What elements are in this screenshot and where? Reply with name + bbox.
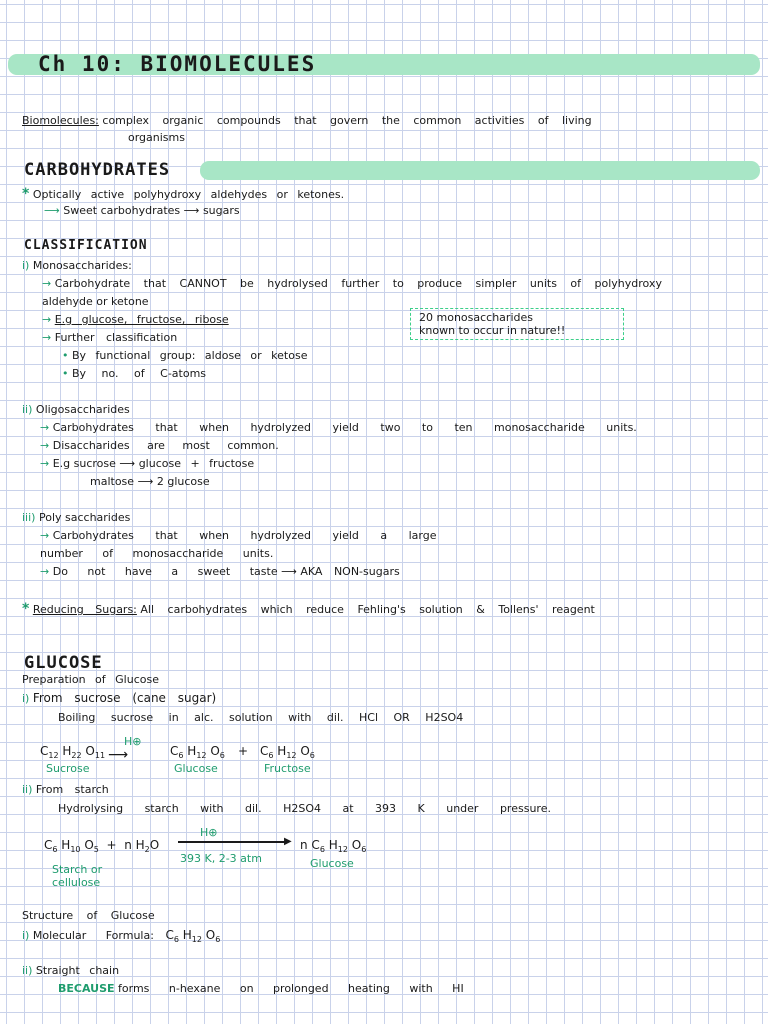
arrow-right-icon: ⟶: [183, 204, 200, 217]
mono-l3: E.g glucose, fructose, ribose: [54, 313, 229, 326]
oligo-line-4: [90, 475, 210, 488]
label-glucose: Glucose: [174, 762, 218, 775]
starch-product-formula: n $C_6$ $H_{12}$ $O_6$: [300, 838, 367, 854]
mono-line-5: [62, 349, 307, 362]
starch-title-line: [22, 783, 109, 796]
oligo-line-1: [40, 421, 637, 434]
poly-title: Poly saccharides: [38, 511, 131, 524]
mono-title: Monosaccharides:: [32, 259, 132, 272]
structure-mf-line: [22, 928, 220, 944]
arrow-right-icon: ⟶: [137, 475, 154, 488]
mono-line-4: [42, 331, 177, 344]
mono-title-line: [22, 259, 132, 272]
structure-heading: Structure of Glucose: [22, 909, 155, 922]
reducing-line: [22, 601, 595, 617]
star-icon: *: [22, 601, 30, 617]
structure-straight: Straight chain: [35, 964, 120, 977]
label-starch-1: Starch or: [52, 863, 103, 876]
sucrose-formula: $C_{12}$ $H_{22}$ $O_{11}$: [40, 744, 106, 760]
oligo-line-3: [40, 457, 254, 470]
mono-num: i): [22, 259, 30, 272]
intro-line-1: [22, 114, 592, 127]
oligo-title: Oligosaccharides: [35, 403, 130, 416]
carbs-line-1: [22, 186, 344, 202]
starch-desc: Hydrolysing starch with dil. H2SO4 at 393 K under pressure.: [58, 802, 551, 815]
oligo-l1: Carbohydrates that when hydrolyzed yield two to ten monosaccharide units.: [52, 421, 637, 434]
carbs-heading: CARBOHYDRATES: [24, 160, 171, 180]
label-starch-2: cellulose: [52, 876, 101, 889]
oligo-l4a: maltose: [90, 475, 135, 488]
mono-note-box: [410, 308, 624, 340]
because-text: forms n-hexane on prolonged heating with HI: [118, 982, 464, 995]
carbs-highlight: [200, 161, 760, 180]
structure-mf-label: Molecular Formula:: [32, 929, 154, 942]
mono-l6: By no. of C-atoms: [72, 367, 207, 380]
sucrose-title-line: [22, 691, 216, 705]
reducing-text: All carbohydrates which reduce Fehling's solution & Tollens' reagent: [140, 603, 595, 616]
classification-heading: CLASSIFICATION: [24, 238, 148, 253]
arrow-right-icon: →: [42, 313, 52, 326]
carbs-sweet: Sweet carbohydrates: [63, 204, 181, 217]
oligo-l2: Disaccharides are most common.: [52, 439, 279, 452]
mono-line-6: [62, 367, 206, 380]
arrow-head-icon: ▶: [284, 836, 292, 847]
sucrose-title: From sucrose (cane sugar): [32, 691, 217, 705]
poly-num: iii): [22, 511, 36, 524]
arrow-right-icon: →: [40, 439, 50, 452]
arrow-right-icon: →: [40, 421, 50, 434]
reaction-arrow-icon: ⟶: [108, 747, 129, 763]
oligo-l3a: E.g sucrose: [52, 457, 116, 470]
intro-term: Biomolecules:: [22, 114, 99, 127]
arrow-right-icon: →: [42, 277, 52, 290]
arrow-right-icon: →: [40, 565, 50, 578]
reducing-term: Reducing Sugars:: [32, 603, 137, 616]
poly-l2: number of monosaccharide units.: [40, 547, 274, 560]
arrow-right-icon: ⟶: [119, 457, 136, 470]
plus-sign: +: [238, 744, 249, 758]
arrow-right-icon: →: [40, 457, 50, 470]
poly-l3a: Do not have a sweet taste: [52, 565, 278, 578]
bullet-icon: •: [62, 367, 69, 380]
starch-num: ii): [22, 783, 33, 796]
sucrose-desc: Boiling sucrose in alc. solution with dil. HCl OR H2SO4: [58, 711, 464, 724]
label-fructose: Fructose: [264, 762, 311, 775]
carbs-def: Optically active polyhydroxy aldehydes or ketones.: [32, 188, 345, 201]
carbs-sugars: sugars: [202, 204, 240, 217]
mono-line-3: [42, 313, 229, 326]
poly-l3b: AKA NON-sugars: [300, 565, 400, 578]
sucrose-num: i): [22, 692, 30, 705]
mono-box-line-1: 20 monosaccharides: [419, 311, 533, 324]
carbs-line-2: [44, 204, 240, 217]
arrow-right-icon: →: [40, 529, 50, 542]
poly-title-line: [22, 511, 130, 524]
poly-l1: Carbohydrates that when hydrolyzed yield a large: [52, 529, 437, 542]
structure-num-2: ii): [22, 964, 33, 977]
fructose-product-formula: $C_6$ $H_{12}$ $O_6$: [260, 744, 315, 760]
structure-because-line: [58, 982, 464, 995]
bullet-icon: •: [62, 349, 69, 362]
arrow-right-icon: ⟶: [281, 565, 297, 578]
starch-catalyst: H⊕: [200, 826, 218, 839]
starch-formula: $C_6$ $H_{10}$ $O_5 + n$ $H_2O$: [44, 838, 160, 854]
arrow-right-icon: →: [42, 331, 52, 344]
starch-conditions: 393 K, 2-3 atm: [180, 852, 262, 865]
mono-l2: aldehyde or ketone: [42, 295, 149, 308]
oligo-num: ii): [22, 403, 33, 416]
glucose-product-formula: $C_6$ $H_{12}$ $O_6$: [170, 744, 225, 760]
sucrose-catalyst: H⊕: [124, 735, 142, 748]
mono-l5: By functional group: aldose or ketose: [72, 349, 308, 362]
oligo-l4b: 2 glucose: [156, 475, 210, 488]
intro-def-1: complex organic compounds that govern the common activities of living: [102, 114, 592, 127]
structure-num-1: i): [22, 929, 30, 942]
intro-def-2: organisms: [128, 131, 185, 144]
mono-l1: Carbohydrate that CANNOT be hydrolysed further to produce simpler units of polyhydroxy: [54, 277, 662, 290]
poly-line-1: [40, 529, 437, 542]
star-icon: *: [22, 186, 30, 202]
mono-l4: Further classification: [54, 331, 178, 344]
page-title: Ch 10: BIOMOLECULES: [38, 52, 317, 76]
glucose-heading: GLUCOSE: [24, 653, 103, 673]
oligo-title-line: [22, 403, 130, 416]
oligo-line-2: [40, 439, 279, 452]
because-label: BECAUSE: [58, 982, 115, 995]
label-starch-glucose: Glucose: [310, 857, 354, 870]
mono-box-line-2: known to occur in nature!!: [419, 324, 566, 337]
label-sucrose: Sucrose: [46, 762, 90, 775]
mono-line-1: [42, 277, 662, 290]
poly-line-3: [40, 565, 400, 578]
glucose-prep: Preparation of Glucose: [22, 673, 159, 686]
structure-straight-line: [22, 964, 119, 977]
arrow-right-icon: ⟶: [44, 204, 60, 217]
starch-arrow: [178, 841, 288, 843]
structure-mf-formula: $C_6$ $H_{12}$ $O_6$: [165, 928, 221, 944]
starch-title: From starch: [35, 783, 109, 796]
oligo-l3b: glucose + fructose: [138, 457, 255, 470]
